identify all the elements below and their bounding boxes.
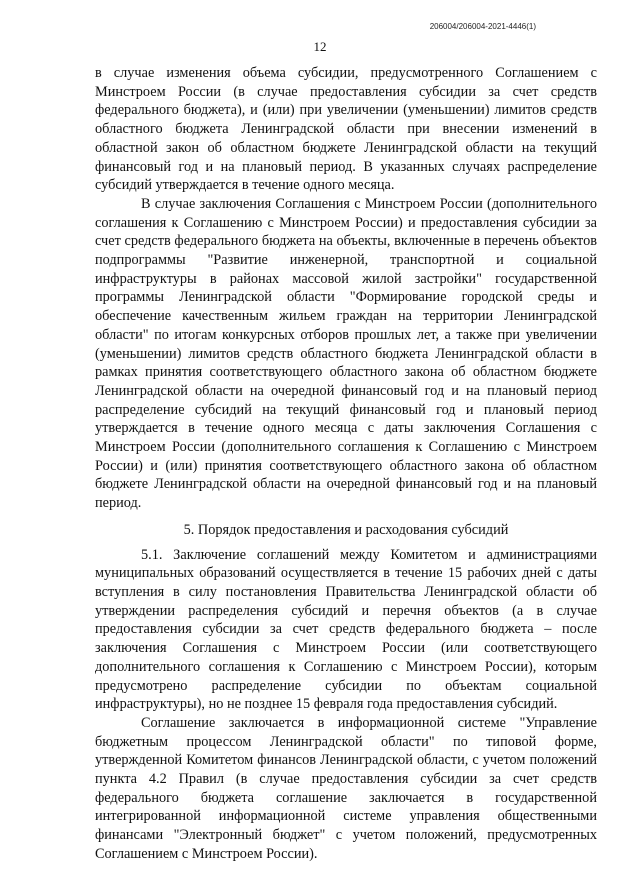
section-heading: 5. Порядок предоставления и расходования субсидий xyxy=(183,521,509,538)
paragraph: Соглашение заключается в информационной системе "Управление бюджетным процессом Ленинградской области" по типовой форме, утвержденной Комитетом финансов Ленинградской области, с учетом положений пункта 4.2 Правил (в случае предоставления субсидии за счет средств федерального бюджета соглашение заключается в государственной интегрированной информационной системе управления общественными финансами "Электронный бюджет" с учетом положений, предусмотренных Соглашением с Минстроем России). xyxy=(95,714,597,862)
paragraph: В случае заключения Соглашения с Минстроем России (дополнительного соглашения к Соглашению с Минстроем России) и предоставления субсидии за счет средств федерального бюджета на объекты, включенные в перечень объектов подпрограммы "Развитие инженерной, транспортной и социальной инфраструктуры в районах массовой жилой застройки" государственной программы Ленинградской области "Формирование городской среды и обеспечение качественным жильем граждан на территории Ленинградской области" по итогам конкурсных отборов прошлых лет, а также при увеличении (уменьшении) лимитов средств областного бюджета Ленинградской области в рамках принятия соответствующего областного закона об областном бюджете Ленинградской области на очередной финансовый год и на плановый период распределение субсидий на текущий финансовый год и плановый период утверждается в течение одного месяца с даты заключения Соглашения с Минстроем России (дополнительного соглашения к Соглашению с Минстроем России) и (или) принятия соответствующего областного закона об областном бюджете Ленинградской области на очередной финансовый год и на плановый период. xyxy=(95,195,597,512)
paragraph: 5.1. Заключение соглашений между Комитетом и администрациями муниципальных образований осуществляется в течение 15 рабочих дней с даты вступления в силу постановления Правительства Ленинградской области об утверждении распределения субсидий и перечня объектов (а в случае предоставления субсидии за счет средств федерального бюджета – после заключения Соглашения с Минстроем России (или соответствующего дополнительного соглашения к Соглашению с Минстроем России), которым предусмотрено распределение субсидии по объектам социальной инфраструктуры), но не позднее 15 февраля года предоставления субсидий. xyxy=(95,546,597,713)
paragraph: в случае изменения объема субсидии, предусмотренного Соглашением с Минстроем России (в случае предоставления субсидии за счет средств федерального бюджета), и (или) при увеличении (уменьшении) лимитов средств областного бюджета Ленинградской области при внесении изменений в областной закон об областном бюджете Ленинградской области на текущий финансовый год и на плановый период. В указанных случаях распределение субсидий утверждается в течение одного месяца. xyxy=(95,65,597,194)
page-number: 12 xyxy=(313,39,327,54)
document-id: 206004/206004-2021-4446(1) xyxy=(429,22,536,31)
document-body xyxy=(95,64,597,864)
